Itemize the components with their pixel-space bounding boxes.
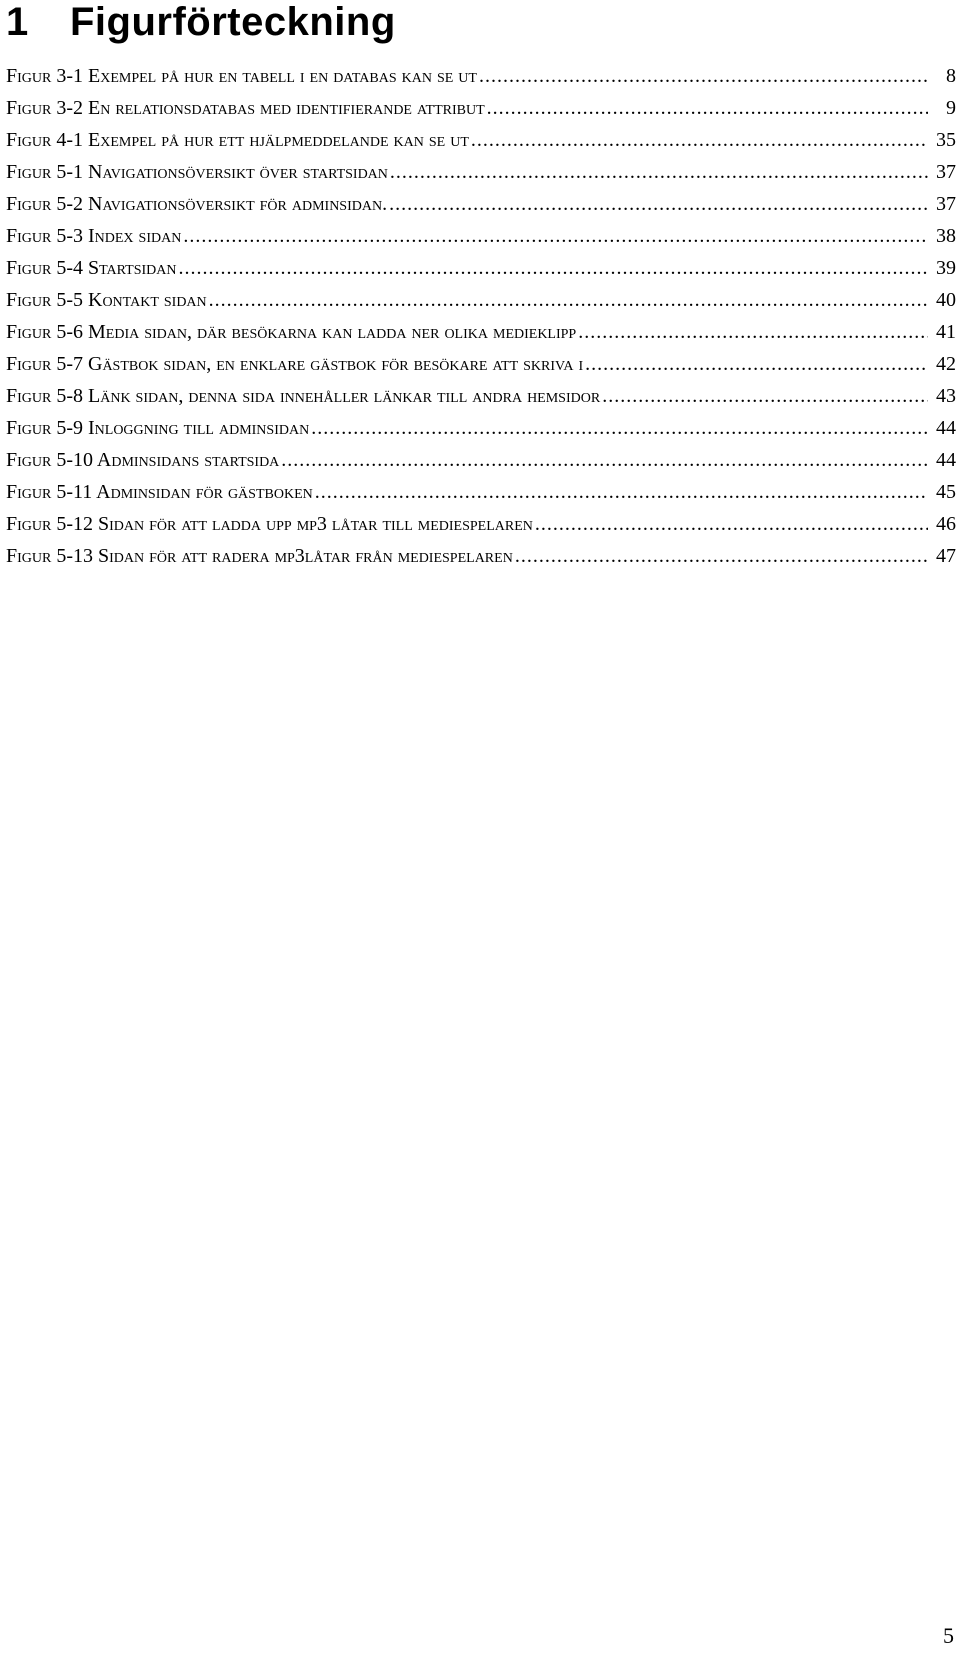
toc-entry-fig-5-3[interactable]	[6, 220, 956, 252]
page-number: 5	[943, 1623, 954, 1648]
dot-leader	[487, 92, 928, 124]
toc-entry-page: 38	[936, 225, 956, 247]
toc-entry-label: Figur 3-1 Exempel på hur en tabell i en databas kan se ut	[6, 65, 477, 87]
toc-entry-fig-5-9[interactable]	[6, 412, 956, 444]
toc-entry-label: Figur 5-11 Adminsidan för gästboken	[6, 481, 313, 503]
toc-entry-fig-5-6[interactable]	[6, 316, 956, 348]
toc-entry-fig-4-1[interactable]	[6, 124, 956, 156]
dot-leader	[311, 412, 928, 444]
toc-entry-page: 45	[936, 481, 956, 503]
page-title	[6, 2, 396, 42]
dot-leader	[535, 508, 928, 540]
toc-entry-label: Figur 5-2 Navigationsöversikt för adminsidan.	[6, 193, 388, 215]
dot-leader	[209, 284, 928, 316]
toc-entry-fig-5-4[interactable]	[6, 252, 956, 284]
toc-entry-fig-5-10[interactable]	[6, 444, 956, 476]
toc-entry-page: 8	[946, 65, 956, 87]
toc-entry-fig-5-8[interactable]	[6, 380, 956, 412]
toc-entry-label: Figur 5-5 Kontakt sidan	[6, 289, 207, 311]
toc-entry-label: Figur 5-9 Inloggning till adminsidan	[6, 417, 310, 439]
toc-entry-page: 37	[936, 161, 956, 183]
toc-entry-label: Figur 5-10 Adminsidans startsida	[6, 449, 280, 471]
toc-entry-page: 44	[936, 417, 956, 439]
toc-entry-label: Figur 5-7 Gästbok sidan, en enklare gästbok för besökare att skriva i	[6, 353, 584, 375]
toc-entry-label: Figur 5-1 Navigationsöversikt över startsidan	[6, 161, 388, 183]
dot-leader	[281, 444, 928, 476]
toc-entry-label: Figur 5-13 Sidan för att radera mp3låtar från mediespelaren	[6, 545, 513, 567]
dot-leader	[389, 188, 928, 220]
toc-entry-page: 39	[936, 257, 956, 279]
toc-entry-fig-5-11[interactable]	[6, 476, 956, 508]
toc-entry-fig-3-1[interactable]	[6, 60, 956, 92]
toc-entry-page: 42	[936, 353, 956, 375]
dot-leader	[179, 252, 929, 284]
toc-entry-label: Figur 5-3 Index sidan	[6, 225, 182, 247]
toc-entry-label: Figur 3-2 En relationsdatabas med identifierande attribut	[6, 97, 485, 119]
toc-entry-fig-5-7[interactable]	[6, 348, 956, 380]
toc-entry-label: Figur 5-8 Länk sidan, denna sida innehåller länkar till andra hemsidor	[6, 385, 601, 407]
toc-entry-page: 44	[936, 449, 956, 471]
toc-entry-page: 43	[936, 385, 956, 407]
dot-leader	[585, 348, 928, 380]
dot-leader	[479, 60, 928, 92]
dot-leader	[390, 156, 928, 188]
heading-number: 1	[6, 0, 29, 44]
toc-entry-label: Figur 5-12 Sidan för att ladda upp mp3 låtar till mediespelaren	[6, 513, 533, 535]
toc-entry-fig-3-2[interactable]	[6, 92, 956, 124]
toc-entry-page: 40	[936, 289, 956, 311]
toc-entry-page: 41	[936, 321, 956, 343]
dot-leader	[315, 476, 928, 508]
figure-list	[6, 60, 956, 572]
dot-leader	[471, 124, 928, 156]
toc-entry-page: 46	[936, 513, 956, 535]
toc-entry-page: 37	[936, 193, 956, 215]
toc-entry-label: Figur 5-6 Media sidan, där besökarna kan ladda ner olika medieklipp	[6, 321, 577, 343]
toc-entry-fig-5-2[interactable]	[6, 188, 956, 220]
toc-entry-label: Figur 5-4 Startsidan	[6, 257, 177, 279]
toc-entry-page: 47	[936, 545, 956, 567]
dot-leader	[183, 220, 928, 252]
toc-entry-fig-5-13[interactable]	[6, 540, 956, 572]
toc-entry-fig-5-12[interactable]	[6, 508, 956, 540]
dot-leader	[578, 316, 928, 348]
toc-entry-fig-5-1[interactable]	[6, 156, 956, 188]
toc-entry-page: 35	[936, 129, 956, 151]
dot-leader	[515, 540, 928, 572]
toc-entry-label: Figur 4-1 Exempel på hur ett hjälpmeddelande kan se ut	[6, 129, 469, 151]
dot-leader	[602, 380, 928, 412]
heading-text: Figurförteckning	[70, 0, 396, 44]
toc-entry-fig-5-5[interactable]	[6, 284, 956, 316]
toc-entry-page: 9	[946, 97, 956, 119]
